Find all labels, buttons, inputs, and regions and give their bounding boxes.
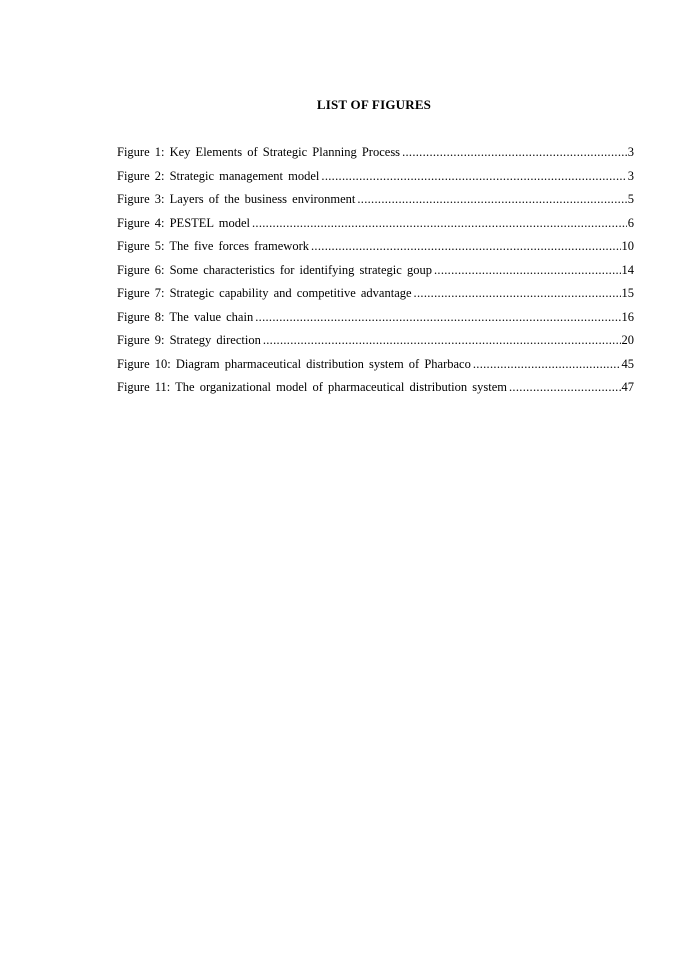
toc-entry-figure-10[interactable] bbox=[117, 357, 634, 381]
dot-leader bbox=[509, 380, 621, 395]
dot-leader bbox=[321, 169, 626, 184]
toc-entry-label: Figure 3: Layers of the business environment bbox=[117, 192, 356, 206]
dot-leader bbox=[311, 239, 621, 254]
dot-leader bbox=[357, 192, 626, 207]
toc-entry-figure-8[interactable] bbox=[117, 310, 634, 334]
toc-entry-figure-1[interactable] bbox=[117, 145, 634, 169]
toc-entry-figure-7[interactable] bbox=[117, 286, 634, 310]
toc-entry-label: Figure 9: Strategy direction bbox=[117, 333, 261, 347]
dot-leader bbox=[414, 286, 621, 301]
dot-leader bbox=[434, 263, 621, 278]
toc-entry-figure-11[interactable] bbox=[117, 380, 634, 404]
toc-entry-page-number: 45 bbox=[621, 356, 634, 371]
dot-leader bbox=[402, 145, 627, 160]
toc-entry-figure-2[interactable] bbox=[117, 169, 634, 193]
toc-entry-label: Figure 7: Strategic capability and competitive advantage bbox=[117, 286, 412, 300]
toc-entry-page-number: 10 bbox=[621, 239, 634, 253]
toc-entry-page-number: 3 bbox=[627, 168, 634, 183]
dot-leader bbox=[473, 357, 621, 372]
page-title: LIST OF FIGURES bbox=[316, 97, 432, 112]
toc-entry-label: Figure 11: The organizational model of pharmaceutical distribution system bbox=[117, 380, 507, 394]
toc-entry-figure-5[interactable] bbox=[117, 239, 634, 263]
toc-entry-figure-3[interactable] bbox=[117, 192, 634, 216]
toc-entry-figure-6[interactable] bbox=[117, 263, 634, 287]
toc-entry-label: Figure 6: Some characteristics for identifying strategic goup bbox=[117, 262, 432, 277]
toc-entry-page-number: 5 bbox=[627, 192, 634, 206]
toc-entry-page-number: 14 bbox=[621, 262, 634, 277]
toc-entry-label: Figure 2: Strategic management model bbox=[117, 168, 320, 183]
toc-entry-label: Figure 8: The value chain bbox=[117, 309, 254, 324]
toc-entry-label: Figure 4: PESTEL model bbox=[117, 215, 250, 230]
toc-entry-page-number: 3 bbox=[627, 145, 634, 159]
toc-entry-page-number: 16 bbox=[621, 309, 634, 324]
toc-entry-label: Figure 1: Key Elements of Strategic Planning Process bbox=[117, 145, 401, 159]
list-of-figures bbox=[117, 145, 634, 404]
dot-leader bbox=[263, 333, 621, 348]
dot-leader bbox=[252, 216, 627, 231]
toc-entry-page-number: 20 bbox=[621, 333, 634, 347]
toc-entry-figure-4[interactable] bbox=[117, 216, 634, 240]
toc-entry-page-number: 15 bbox=[621, 286, 634, 300]
toc-entry-page-number: 6 bbox=[627, 215, 634, 230]
dot-leader bbox=[255, 310, 620, 325]
toc-entry-label: Figure 10: Diagram pharmaceutical distribution system of Pharbaco bbox=[117, 356, 471, 371]
toc-entry-page-number: 47 bbox=[621, 380, 634, 394]
toc-entry-label: Figure 5: The five forces framework bbox=[117, 239, 309, 253]
toc-entry-figure-9[interactable] bbox=[117, 333, 634, 357]
